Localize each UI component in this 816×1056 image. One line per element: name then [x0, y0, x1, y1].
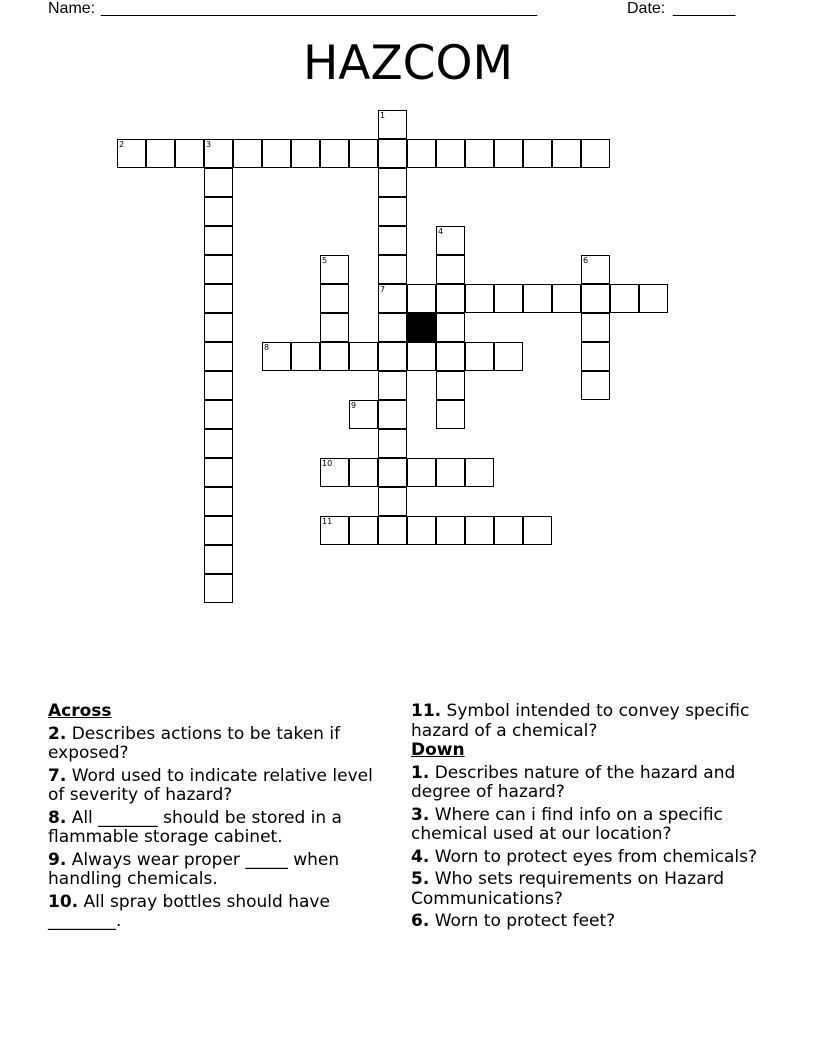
grid-cell [436, 458, 465, 487]
clue-text: Worn to protect eyes from chemicals? [434, 846, 758, 867]
grid-cell [378, 429, 407, 458]
clue-across-8 [48, 809, 388, 848]
clue-down-5 [411, 870, 771, 909]
date-line: _______ [673, 0, 736, 17]
cell-number: 6 [583, 256, 589, 265]
grid-cell [378, 371, 407, 400]
clue-text: Worn to protect feet? [434, 911, 616, 931]
date-label: Date: [627, 0, 666, 17]
grid-cell [436, 371, 465, 400]
clue-across-7 [48, 767, 388, 806]
grid-cell [291, 342, 320, 371]
clue-text: Describes actions to be taken if exposed? [48, 723, 341, 763]
grid-cell [320, 516, 349, 545]
cell-number: 11 [322, 517, 333, 526]
clue-down-4 [411, 848, 771, 868]
grid-cell [378, 197, 407, 226]
grid-cell [378, 458, 407, 487]
clue-text: All _______ should be stored in a flammable storage cabinet. [48, 807, 342, 847]
grid-cell [407, 139, 436, 168]
grid-cell [204, 168, 233, 197]
clues-left-column [48, 702, 388, 932]
grid-cell [436, 516, 465, 545]
grid-cell [349, 458, 378, 487]
grid-cell [523, 139, 552, 168]
grid-cell [523, 284, 552, 313]
grid-cell [204, 255, 233, 284]
grid-cell [552, 139, 581, 168]
clue-number: 5. [411, 869, 430, 889]
clue-across-10 [48, 893, 388, 932]
cell-number: 4 [438, 227, 444, 236]
grid-cell [581, 255, 610, 284]
clue-text: Where can i find info on a specific chemical used at our location? [411, 804, 723, 844]
grid-cell [204, 342, 233, 371]
grid-cell [378, 516, 407, 545]
clue-across-2 [48, 725, 388, 764]
grid-cell [465, 284, 494, 313]
clue-number: 2. [48, 723, 67, 744]
cell-number: 2 [119, 140, 125, 149]
grid-cell [320, 458, 349, 487]
grid-cell [262, 342, 291, 371]
grid-cell [204, 487, 233, 516]
grid-cell [204, 197, 233, 226]
grid-cell [407, 458, 436, 487]
grid-cell [407, 342, 436, 371]
grid-cell [581, 284, 610, 313]
cell-number: 3 [206, 140, 212, 149]
grid-cell [320, 284, 349, 313]
grid-cell [581, 342, 610, 371]
grid-cell [204, 429, 233, 458]
clue-across-11 [411, 702, 771, 741]
grid-cell [436, 139, 465, 168]
clue-number: 4. [411, 846, 430, 867]
grid-cell [378, 284, 407, 313]
grid-cell [146, 139, 175, 168]
clue-text: All spray bottles should have ________. [48, 891, 330, 931]
grid-cell [610, 284, 639, 313]
grid-cell [407, 284, 436, 313]
grid-cell [378, 139, 407, 168]
cell-number: 5 [322, 256, 328, 265]
name-label: Name: [48, 0, 96, 17]
grid-cell [639, 284, 668, 313]
clue-text: Symbol intended to convey specific hazard of a chemical? [411, 701, 750, 741]
grid-cell [378, 487, 407, 516]
name-line: _________________________________________________ [101, 0, 538, 17]
clue-text: Describes nature of the hazard and degree of hazard? [411, 762, 736, 802]
clue-number: 1. [411, 762, 430, 783]
clue-text: Word used to indicate relative level of severity of hazard? [48, 765, 373, 805]
grid-cell [465, 458, 494, 487]
grid-cell [349, 516, 378, 545]
clue-down-1 [411, 764, 771, 803]
clue-number: 7. [48, 765, 67, 786]
across-heading: Across [48, 701, 112, 721]
grid-cell [320, 139, 349, 168]
grid-cell [494, 516, 523, 545]
grid-cell [523, 516, 552, 545]
cell-number: 1 [380, 111, 386, 120]
grid-cell [494, 139, 523, 168]
grid-cell [436, 226, 465, 255]
grid-cell [465, 342, 494, 371]
clue-number: 10. [48, 891, 79, 912]
cell-number: 8 [264, 343, 270, 352]
grid-cell [291, 139, 320, 168]
grid-cell [581, 371, 610, 400]
grid-cell [581, 139, 610, 168]
clue-text: Always wear proper _____ when handling chemicals. [48, 849, 340, 889]
grid-cell [436, 284, 465, 313]
grid-cell [465, 139, 494, 168]
grid-cell [204, 139, 233, 168]
black-square [407, 313, 436, 342]
grid-cell [436, 342, 465, 371]
grid-cell [204, 545, 233, 574]
grid-cell [552, 284, 581, 313]
grid-cell [320, 313, 349, 342]
clue-number: 11. [411, 701, 442, 721]
clue-number: 8. [48, 807, 67, 828]
grid-cell [465, 516, 494, 545]
clue-down-3 [411, 806, 771, 845]
grid-cell [436, 400, 465, 429]
puzzle-title: HAZCOM [302, 36, 514, 91]
grid-cell [204, 400, 233, 429]
grid-cell [378, 313, 407, 342]
grid-cell [436, 255, 465, 284]
cell-number: 9 [351, 401, 357, 410]
grid-cell [204, 371, 233, 400]
clues-right-column [411, 702, 771, 932]
grid-cell [407, 516, 436, 545]
grid-cell [349, 139, 378, 168]
clue-down-6 [411, 912, 771, 932]
grid-cell [204, 284, 233, 313]
grid-cell [436, 313, 465, 342]
grid-cell [581, 313, 610, 342]
grid-cell [378, 110, 407, 139]
grid-cell [204, 516, 233, 545]
grid-cell [262, 139, 291, 168]
grid-cell [320, 342, 349, 371]
grid-cell [349, 400, 378, 429]
grid-cell [204, 458, 233, 487]
grid-cell [175, 139, 204, 168]
grid-cell [378, 226, 407, 255]
cell-number: 7 [380, 285, 386, 294]
clue-across-9 [48, 851, 388, 890]
grid-cell [378, 255, 407, 284]
grid-cell [378, 400, 407, 429]
cell-number: 10 [322, 459, 333, 468]
grid-cell [378, 342, 407, 371]
grid-cell [117, 139, 146, 168]
grid-cell [204, 574, 233, 603]
down-heading: Down [411, 740, 465, 760]
grid-cell [378, 168, 407, 197]
grid-cell [233, 139, 262, 168]
clue-text: Who sets requirements on Hazard Communications? [411, 869, 725, 909]
grid-cell [494, 284, 523, 313]
grid-cell [494, 342, 523, 371]
clue-number: 9. [48, 849, 67, 870]
clue-number: 3. [411, 804, 430, 825]
grid-cell [204, 313, 233, 342]
grid-cell [204, 226, 233, 255]
grid-cell [320, 255, 349, 284]
grid-cell [349, 342, 378, 371]
clue-number: 6. [411, 911, 430, 931]
